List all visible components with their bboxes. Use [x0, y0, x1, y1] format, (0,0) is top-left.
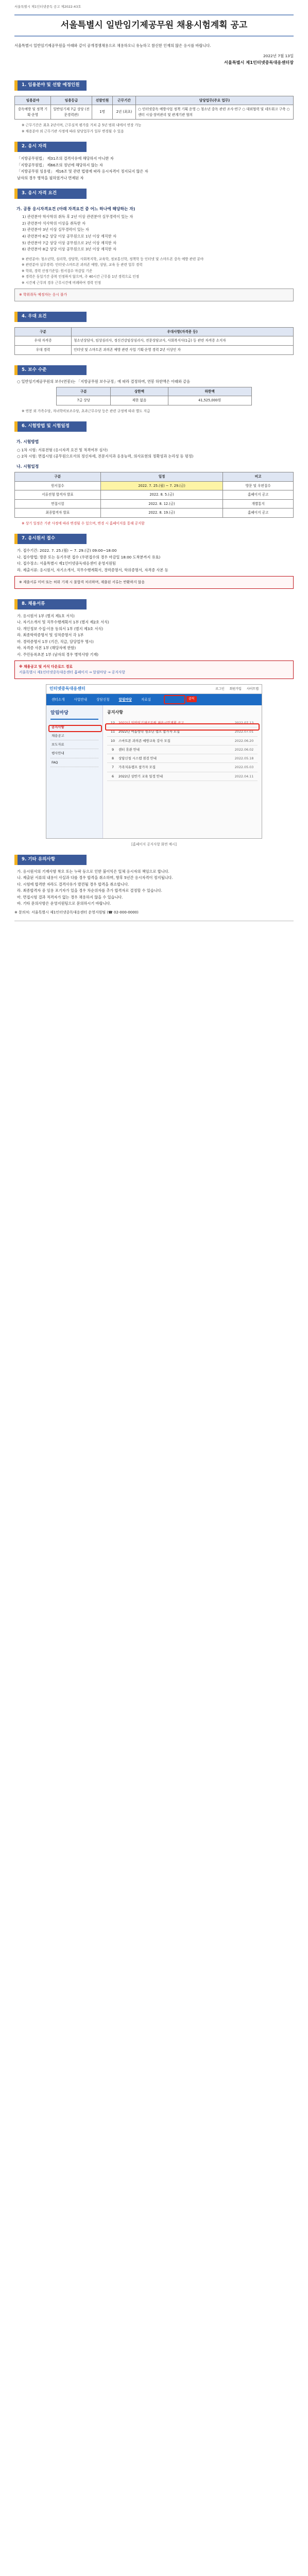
- homepage-screenshot: [46, 684, 262, 839]
- row-date: 2022.04.11: [234, 774, 254, 778]
- paragraph: ○ 일반임기제공무원의 보수(연봉)는 「지방공무원 보수규정」에 따라 결정하며, 연봉 하한액은 아래와 같음: [17, 379, 191, 384]
- section-7-heading: 7. 응시원서 접수: [14, 534, 87, 544]
- row-number: 9: [111, 747, 114, 752]
- subheading: 가. 공통 응시자격요건 (아래 자격요건 중 어느 하나에 해당하는 자): [16, 206, 135, 211]
- list-item: 가. 응시원서 1부 (별지 제1호 서식): [17, 613, 75, 618]
- schedule-table: [14, 472, 294, 518]
- table-cell: 면접시험: [15, 499, 101, 509]
- download-path-title: ※ 채용공고 및 서식 다운로드 경로: [19, 665, 73, 669]
- table-cell: 방문 및 우편접수: [223, 481, 294, 490]
- table-cell: 2년 (최초): [113, 105, 136, 120]
- table-cell: 제한 없음: [111, 396, 168, 405]
- nav-item[interactable]: 자료실: [141, 697, 151, 702]
- table-cell: 2022. 7. 25.(월) ~ 7. 29.(금): [100, 481, 223, 490]
- note-text: ※ 근무기간은 최초 2년이며, 근무실적 평가를 거쳐 총 5년 범위 내에서 연장 가능: [22, 123, 142, 128]
- notice-number: 서울특별시 제1인터넷중독 공고 제2022-43호: [14, 5, 81, 9]
- table-cell: 우대 경력: [15, 345, 72, 354]
- table-cell: 1명: [92, 105, 113, 120]
- table-cell: 서류전형 합격자 발표: [15, 490, 101, 500]
- sidebar-item-events[interactable]: 행사안내: [50, 749, 98, 758]
- section-4-heading: 4. 우대 요건: [14, 312, 87, 322]
- subheading: 가. 시험방법: [16, 439, 39, 445]
- list-item: 마. 경력증명서 1부 (기간, 직급, 담당업무 명시): [17, 639, 94, 644]
- table-cell: 홈페이지 공고: [223, 490, 294, 500]
- notice-box: [14, 289, 294, 301]
- warning-box-text: ※ 제출서류 미비 또는 허위 기재 시 불합격 처리하며, 제출된 서류는 반환하지 않음: [19, 580, 145, 585]
- signup-link[interactable]: 회원가입: [229, 687, 242, 691]
- list-item: 3) 관련분야 3년 이상 실무경력이 있는 자: [22, 227, 89, 232]
- nav-item[interactable]: 알림마당: [118, 697, 132, 702]
- list-item: 라. 제출서류: 응시원서, 자기소개서, 직무수행계획서, 경력증명서, 학위증명서, 자격증 사본 등: [17, 567, 168, 572]
- list-item: 4) 관련분야 6급 상당 이상 공무원으로 1년 이상 재직한 자: [22, 233, 116, 239]
- board-row[interactable]: [107, 745, 258, 754]
- nav-item[interactable]: 사업안내: [74, 697, 87, 702]
- note-text: ※ 연봉 외 가족수당, 자녀학비보조수당, 초과근무수당 등은 관련 규정에 따라 별도 지급: [22, 409, 150, 413]
- table-header: 임용분야: [15, 96, 51, 105]
- note-text: ※ 관련분야: 청소년학, 심리학, 상담학, 사회복지학, 교육학, 정보통신학, 정책학 등 인터넷 및 스마트폰 중독 예방 관련 분야: [22, 257, 204, 261]
- download-path-box: [14, 660, 294, 679]
- table-header: 근무기간: [113, 96, 136, 105]
- row-title[interactable]: 2022년 상반기 교육 일정 안내: [118, 774, 163, 778]
- row-number: 8: [111, 756, 114, 761]
- table-header: 구분: [15, 327, 72, 336]
- row-number: 7: [111, 765, 114, 770]
- table-cell: 2022. 8. 5.(금): [100, 490, 223, 500]
- table-header: 상한액: [111, 387, 168, 396]
- list-item: 마. 면접시험 결과 적격자가 없는 경우 채용하지 않을 수 있습니다.: [17, 894, 123, 900]
- list-item: ○ 1차 시험: 서류전형 (응시자격 요건 및 적격여부 심사): [17, 447, 108, 452]
- screenshot-caption: [홈페이지 공지사항 화면 예시]: [131, 842, 177, 847]
- table-cell: 우대 자격증: [15, 336, 72, 346]
- table-header: 일정: [100, 472, 223, 482]
- sitemap-link[interactable]: 사이트맵: [246, 687, 259, 691]
- row-number: 6: [111, 774, 114, 778]
- screenshot-topbar: [46, 685, 262, 694]
- list-item: 바. 기타 문의사항은 운영지원팀으로 문의하시기 바랍니다.: [17, 901, 111, 906]
- row-date: 2022.07.13: [234, 721, 254, 725]
- page-title: 서울특별시 일반임기제공무원 채용시험계획 공고: [14, 14, 294, 37]
- board-row[interactable]: [107, 754, 258, 763]
- table-cell: 7급 상당: [57, 396, 111, 405]
- row-date: 2022.05.18: [234, 756, 254, 761]
- list-item: 가. 접수기간: 2022. 7. 25.(월) ~ 7. 29.(금) 09:00~18:00: [17, 548, 117, 553]
- section-9-heading: 9. 기타 유의사항: [14, 855, 87, 865]
- table-header: 구분: [15, 472, 101, 482]
- table-header: 비고: [223, 472, 294, 482]
- list-item: 6) 관련분야 8급 상당 이상 공무원으로 3년 이상 재직한 자: [22, 247, 116, 252]
- list-item: 나. 제출된 서류의 내용이 사실과 다를 경우 합격을 취소하며, 향후 5년간 응시자격이 정지됩니다.: [17, 875, 173, 880]
- list-item: 「지방공무원법」 제31조의 결격사유에 해당하지 아니한 자: [17, 156, 114, 161]
- list-item: ○ 2차 시험: 면접시험 (공무원으로서의 정신자세, 전문지식과 응용능력, 의사표현의 정확성과 논리성 등 평정): [17, 454, 194, 459]
- board-row[interactable]: [107, 763, 258, 772]
- list-item: 라. 최종합격자 중 임용 포기자가 있을 경우 차순위자를 추가 합격자로 결정할 수 있습니다.: [17, 888, 162, 893]
- table-header: 우대사항(자격증 등): [72, 327, 294, 336]
- note-text: ※ 관련분야 실무경력: 인터넷·스마트폰 과의존 예방, 상담, 교육 등 관련 업무 경력: [22, 263, 143, 267]
- board-title: 공지사항: [107, 710, 123, 715]
- table-cell: 2022. 8. 19.(금): [100, 509, 223, 518]
- table-header: 선발인원: [92, 96, 113, 105]
- list-item: 나. 접수방법: 방문 또는 등기우편 접수 (우편접수의 경우 마감일 18:00 도착분까지 유효): [17, 554, 161, 560]
- sidebar-title: 알림마당: [50, 709, 98, 719]
- note-text: ※ 시간제 근무의 경우 근무시간에 비례하여 경력 인정: [22, 280, 101, 285]
- board-row[interactable]: [107, 737, 258, 745]
- note-text: ※ 상기 일정은 기관 사정에 따라 변경될 수 있으며, 변경 시 홈페이지를 통해 공지함: [22, 521, 145, 526]
- screenshot-nav: [46, 694, 262, 705]
- section-8-heading: 8. 채용서류: [14, 599, 87, 609]
- table-cell: 인터넷 및 스마트폰 과의존 예방 관련 사업 기획·운영 경력 2년 이상인 자: [72, 345, 294, 354]
- table-cell: 일반임기제 7급 상당 (전문경력관): [51, 105, 92, 120]
- row-title[interactable]: 가족치유캠프 참가자 모집: [118, 765, 156, 770]
- table-cell: 청소년상담사, 임상심리사, 정신건강임상심리사, 전문상담교사, 사회복지사(1급) 등 관련 자격증 소지자: [72, 336, 294, 346]
- row-date: 2022.06.02: [234, 747, 254, 752]
- row-date: 2022.06.20: [234, 738, 254, 743]
- table-header: 하한액: [168, 387, 251, 396]
- announcement-page: [0, 0, 308, 942]
- table-header: 담당업무(주요 업무): [136, 96, 294, 105]
- nav-item[interactable]: 센터소개: [52, 697, 65, 702]
- sidebar-item-press[interactable]: 보도자료: [50, 740, 98, 749]
- download-path-text: 서울특별시 제1인터넷중독대응센터 홈페이지 → 알림마당 → 공지사항: [19, 670, 125, 675]
- list-item: 1) 관련분야 학사학위 취득 후 2년 이상 관련분야 실무경력이 있는 자: [22, 214, 133, 219]
- table-cell: 개별통지: [223, 499, 294, 509]
- intro-paragraph: 서울특별시 일반임기제공무원을 아래와 같이 공개경쟁채용으로 채용하오니 유능하고 참신한 인재의 많은 응시를 바랍니다.: [14, 43, 211, 48]
- table-cell: 홈페이지 공고: [223, 509, 294, 518]
- table-cell: 중독예방 및 정책 기획·운영: [15, 105, 51, 120]
- table-cell: 41,525,000원: [168, 396, 251, 405]
- list-item: 바. 자격증 사본 1부 (해당자에 한함): [17, 646, 76, 651]
- section-6-heading: 6. 시험방법 및 시험일정: [14, 421, 87, 432]
- login-link[interactable]: 로그인: [215, 687, 225, 691]
- list-item: 가. 응시원서의 기재사항 착오 또는 누락 등으로 인한 불이익은 일체 응시자의 책임으로 합니다.: [17, 869, 169, 874]
- list-item: 나. 자기소개서 및 직무수행계획서 1부 (별지 제2호 서식): [17, 620, 109, 625]
- note-text: ※ 채용분야 외 근무기관 사정에 따라 담당업무가 일부 변경될 수 있음: [22, 129, 124, 133]
- note-text: ※ 학위, 경력 산정기준일: 원서접수 마감일 기준: [22, 268, 93, 273]
- sidebar-item-faq[interactable]: FAQ: [50, 758, 98, 767]
- list-item: 다. 시험에 합격한 자라도 결격사유가 발견될 경우 합격을 취소합니다.: [17, 882, 129, 887]
- row-title[interactable]: 2022년 여름방학 청소년 캠프 참가자 모집: [118, 730, 180, 734]
- row-title[interactable]: 2022년 일반임기제공무원 채용시험계획 공고: [118, 721, 184, 725]
- sidebar-item-recruit[interactable]: 채용공고: [50, 732, 98, 740]
- table-cell: 원서접수: [15, 481, 101, 490]
- list-item: 라. 최종학력증명서 및 성적증명서 각 1부: [17, 633, 84, 638]
- row-number: 11: [110, 730, 115, 734]
- row-number: 10: [110, 738, 115, 743]
- list-item: 2) 관련분야 석사학위 이상을 취득한 자: [22, 221, 85, 226]
- notice-box-text: ※ 학위취득 예정자는 응시 불가: [19, 293, 67, 297]
- list-item: 「지방공무원법」 제66조의 정년에 해당하지 않는 자: [17, 162, 103, 167]
- sidebar-item-notice[interactable]: 공지사항: [50, 723, 98, 732]
- subheading: 나. 시험일정: [16, 464, 39, 469]
- highlight-row-box: [105, 723, 260, 731]
- row-title[interactable]: 스마트폰 과의존 예방교육 강사 모집: [118, 738, 170, 743]
- list-item: 「지방공무원 임용령」 제16조 및 관련 법령에 따라 응시자격이 정지되지 않은 자: [17, 169, 148, 174]
- nav-item[interactable]: 상담신청: [96, 697, 110, 702]
- salary-table: [56, 387, 251, 405]
- section-5-heading: 5. 보수 수준: [14, 365, 87, 376]
- row-date: 2022.05.03: [234, 765, 254, 770]
- row-date: 2022.07.01: [234, 730, 254, 734]
- position-table: [14, 96, 294, 120]
- row-title[interactable]: 센터 휴관 안내: [118, 747, 140, 752]
- click-callout: 클릭: [186, 696, 197, 702]
- note-text: ※ 경력은 동일기간 중복 인정하지 않으며, 주 40시간 근무를 1년 경력으로 인정: [22, 275, 139, 279]
- table-cell: 2022. 8. 12.(금): [100, 499, 223, 509]
- table-cell: 최종합격자 발표: [15, 509, 101, 518]
- contact-info: ※ 문의처: 서울특별시 제1인터넷중독대응센터 운영지원팀 (☎ 02-000-0000): [14, 910, 139, 914]
- list-item: 5) 관련분야 7급 상당 이상 공무원으로 2년 이상 재직한 자: [22, 240, 116, 245]
- list-item: 남자의 경우 병역을 필하였거나 면제된 자: [17, 175, 84, 180]
- section-1-heading: 1. 임용분야 및 선발 예정인원: [14, 80, 87, 91]
- table-cell: ○ 인터넷중독 예방사업 정책 기획 운영 ○ 청소년 중독 관련 조사·연구 ○ 대외협력 및 네트워크 구축 ○ 센터 시설·장비관리 및 관계기관 협의: [136, 105, 294, 120]
- list-item: 사. 주민등록초본 1부 (남자의 경우 병역사항 기재): [17, 652, 99, 657]
- section-3-heading: 3. 응시 자격 요건: [14, 189, 87, 199]
- issuing-organization: 서울특별시 제1인터넷중독대응센터장: [224, 59, 294, 65]
- row-title[interactable]: 상담신청 시스템 점검 안내: [118, 756, 157, 761]
- announcement-date: 2022년 7월 13일: [263, 53, 294, 58]
- row-number: 12: [110, 721, 115, 725]
- table-header: 구분: [57, 387, 111, 396]
- table-header: 임용등급: [51, 96, 92, 105]
- list-item: 다. 개인정보 수집·이용 동의서 1부 (별지 제3호 서식): [17, 626, 104, 631]
- highlight-sidebar-box: [48, 725, 102, 732]
- board-row[interactable]: [107, 772, 258, 781]
- list-item: 다. 접수장소: 서울특별시 제1인터넷중독대응센터 운영지원팀: [17, 561, 116, 566]
- warning-box: [14, 576, 294, 589]
- section-2-heading: 2. 응시 자격: [14, 142, 87, 152]
- site-logo: 인터넷중독대응센터: [49, 686, 85, 691]
- highlight-nav-box: [164, 695, 185, 704]
- preference-table: [14, 327, 294, 355]
